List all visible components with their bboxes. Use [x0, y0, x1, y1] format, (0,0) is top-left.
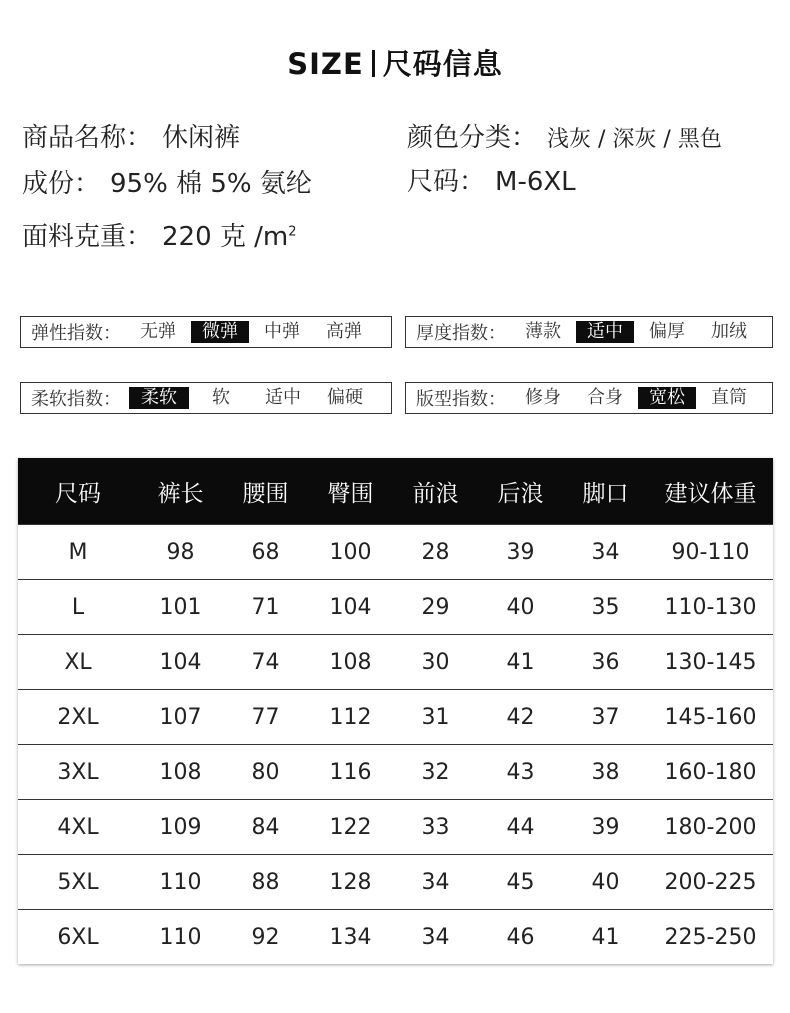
header-cell: 前浪 [412, 480, 459, 507]
fit-option: 直筒 [711, 387, 747, 408]
softness-option: 软 [212, 387, 230, 408]
elasticity-index [20, 316, 392, 348]
size-cell: 4XL [57, 814, 99, 840]
table-cell: 145-160 [664, 704, 757, 730]
table-cell: 35 [591, 594, 620, 620]
table-cell: 108 [159, 759, 202, 785]
fabric-weight [22, 216, 297, 253]
table-cell: 109 [159, 814, 202, 840]
size-table [18, 458, 773, 964]
product-name-label: 商品名称： [22, 123, 153, 153]
table-cell: 101 [159, 594, 202, 620]
table-cell: 110 [159, 924, 202, 950]
elasticity-label: 弹性指数： [31, 323, 121, 344]
table-cell: 200-225 [664, 869, 757, 895]
table-cell: 44 [506, 814, 535, 840]
elasticity-option: 高弹 [326, 321, 362, 342]
fit-option: 修身 [525, 387, 561, 408]
size-cell: L [71, 594, 85, 620]
color-value: 浅灰 / 深灰 / 黑色 [547, 127, 722, 152]
table-row [18, 579, 773, 634]
table-row [18, 524, 773, 579]
fit-label: 版型指数： [416, 389, 506, 410]
table-cell: 110 [159, 869, 202, 895]
weight-unit-sup: 2 [288, 224, 297, 240]
table-row [18, 689, 773, 744]
size-range [407, 161, 576, 198]
table-cell: 122 [329, 814, 372, 840]
composition-value: 95% 棉 5% 氨纶 [110, 169, 312, 199]
table-cell: 77 [251, 704, 280, 730]
header-cell: 裤长 [157, 480, 204, 507]
table-cell: 34 [421, 869, 450, 895]
size-cell: 6XL [57, 924, 99, 950]
table-cell: 110-130 [664, 594, 757, 620]
size-cell: XL [64, 649, 92, 675]
table-row [18, 744, 773, 799]
size-cell: 2XL [57, 704, 99, 730]
page-title [0, 42, 790, 83]
table-row [18, 854, 773, 909]
table-cell: 128 [329, 869, 372, 895]
header-cell: 建议体重 [664, 480, 757, 507]
title-divider [372, 50, 375, 77]
table-cell: 160-180 [664, 759, 757, 785]
fit-option: 宽松 [638, 387, 696, 409]
composition-label: 成份： [22, 169, 101, 199]
size-label: 尺码： [407, 167, 486, 197]
thickness-option: 适中 [576, 321, 634, 343]
elasticity-option: 无弹 [140, 321, 176, 342]
composition [22, 163, 312, 200]
product-name-value: 休闲裤 [162, 123, 241, 153]
table-cell: 84 [251, 814, 280, 840]
thickness-index [405, 316, 773, 348]
header-cell: 臀围 [327, 480, 374, 507]
softness-option: 适中 [265, 387, 301, 408]
table-cell: 104 [329, 594, 372, 620]
elasticity-option: 微弹 [191, 321, 249, 343]
table-cell: 46 [506, 924, 535, 950]
table-cell: 68 [251, 539, 280, 565]
table-cell: 112 [329, 704, 372, 730]
color-label: 颜色分类： [407, 123, 538, 153]
table-cell: 107 [159, 704, 202, 730]
softness-option: 柔软 [129, 387, 189, 409]
table-cell: 30 [421, 649, 450, 675]
table-cell: 100 [329, 539, 372, 565]
table-cell: 90-110 [671, 539, 750, 565]
table-cell: 38 [591, 759, 620, 785]
size-table-body [18, 524, 773, 964]
table-cell: 92 [251, 924, 280, 950]
fit-option: 合身 [587, 387, 623, 408]
table-cell: 40 [506, 594, 535, 620]
table-cell: 28 [421, 539, 450, 565]
table-cell: 45 [506, 869, 535, 895]
weight-label: 面料克重： [22, 222, 153, 252]
table-cell: 71 [251, 594, 280, 620]
thickness-option: 加绒 [711, 321, 747, 342]
header-cell: 尺码 [55, 480, 101, 507]
header-cell: 脚口 [582, 480, 629, 507]
thickness-option: 薄款 [525, 321, 561, 342]
table-cell: 108 [329, 649, 372, 675]
table-cell: 42 [506, 704, 535, 730]
title-size: SIZE [287, 47, 364, 81]
color-category [407, 117, 722, 154]
table-cell: 33 [421, 814, 450, 840]
table-row [18, 634, 773, 689]
size-cell: 5XL [57, 869, 99, 895]
table-cell: 98 [166, 539, 195, 565]
title-chinese: 尺码信息 [382, 47, 503, 81]
size-cell: M [68, 539, 88, 565]
softness-option: 偏硬 [327, 387, 363, 408]
table-cell: 41 [591, 924, 620, 950]
weight-value: 220 克 /m [162, 222, 289, 252]
table-cell: 116 [329, 759, 372, 785]
fit-index [405, 382, 773, 414]
table-cell: 40 [591, 869, 620, 895]
table-cell: 88 [251, 869, 280, 895]
table-cell: 34 [421, 924, 450, 950]
elasticity-option: 中弹 [264, 321, 300, 342]
size-value: M-6XL [495, 167, 576, 197]
product-name [22, 117, 240, 154]
thickness-label: 厚度指数： [416, 323, 506, 344]
softness-label: 柔软指数： [31, 389, 121, 410]
table-row [18, 909, 773, 964]
table-cell: 180-200 [664, 814, 757, 840]
table-cell: 36 [591, 649, 620, 675]
table-row [18, 799, 773, 854]
softness-index [20, 382, 392, 414]
table-cell: 104 [159, 649, 202, 675]
thickness-option: 偏厚 [649, 321, 685, 342]
table-cell: 31 [421, 704, 450, 730]
table-cell: 32 [421, 759, 450, 785]
size-table-header [18, 458, 773, 524]
table-cell: 41 [506, 649, 535, 675]
table-cell: 134 [329, 924, 372, 950]
table-cell: 37 [591, 704, 620, 730]
table-cell: 39 [591, 814, 620, 840]
table-cell: 43 [506, 759, 535, 785]
table-cell: 80 [251, 759, 280, 785]
header-cell: 腰围 [242, 480, 289, 507]
table-cell: 130-145 [664, 649, 757, 675]
table-cell: 29 [421, 594, 450, 620]
table-cell: 34 [591, 539, 620, 565]
header-cell: 后浪 [497, 480, 544, 507]
size-cell: 3XL [57, 759, 99, 785]
table-cell: 74 [251, 649, 280, 675]
table-cell: 39 [506, 539, 535, 565]
table-cell: 225-250 [664, 924, 757, 950]
